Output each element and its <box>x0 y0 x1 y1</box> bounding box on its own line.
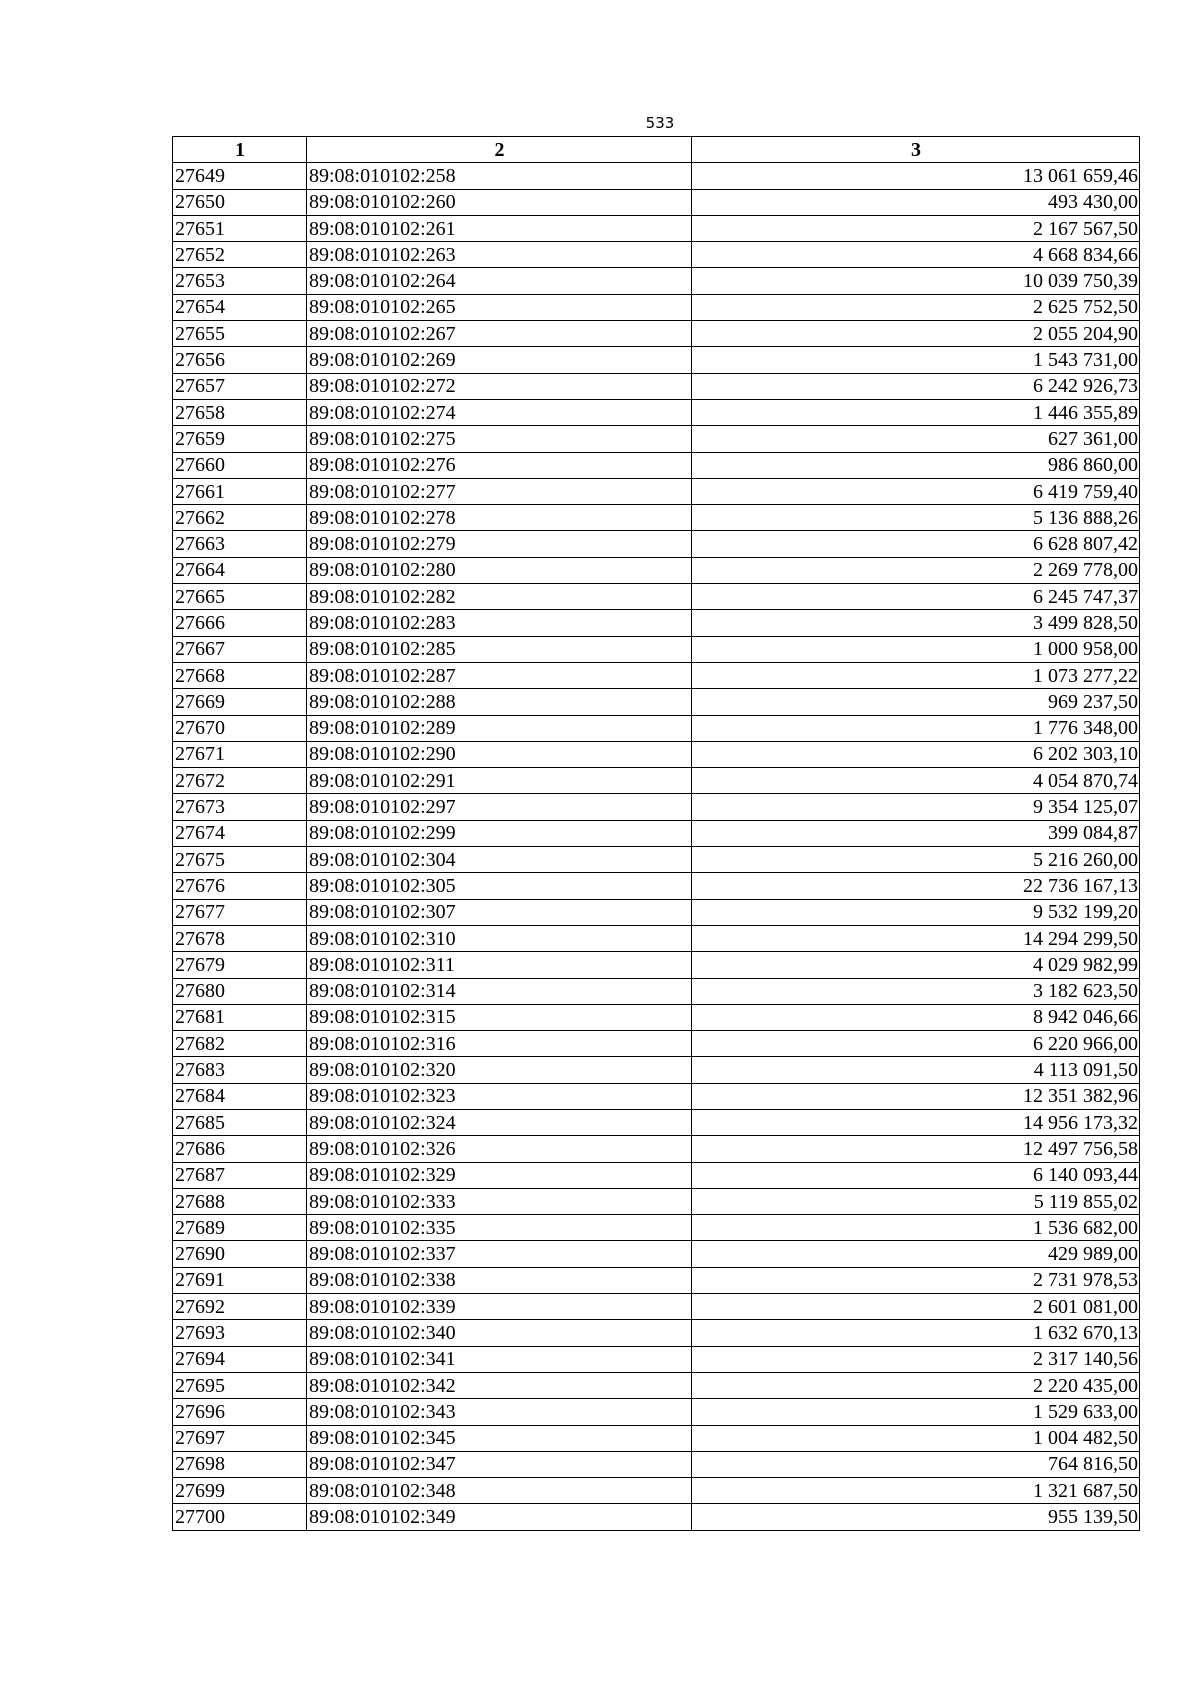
row-number-cell: 27690 <box>173 1241 307 1267</box>
table-row <box>173 715 1140 741</box>
cadastral-number-cell: 89:08:010102:316 <box>307 1031 692 1057</box>
table-row <box>173 531 1140 557</box>
cadastral-number-cell: 89:08:010102:288 <box>307 689 692 715</box>
row-number-cell: 27681 <box>173 1004 307 1030</box>
cadastral-value-cell: 4 029 982,99 <box>692 952 1140 978</box>
cadastral-number-cell: 89:08:010102:289 <box>307 715 692 741</box>
table-row <box>173 1083 1140 1109</box>
row-number-cell: 27697 <box>173 1425 307 1451</box>
cadastral-value-cell: 22 736 167,13 <box>692 873 1140 899</box>
cadastral-number-cell: 89:08:010102:274 <box>307 399 692 425</box>
cadastral-value-cell: 6 419 759,40 <box>692 478 1140 504</box>
cadastral-number-cell: 89:08:010102:276 <box>307 452 692 478</box>
cadastral-number-cell: 89:08:010102:343 <box>307 1399 692 1425</box>
cadastral-value-cell: 1 073 277,22 <box>692 662 1140 688</box>
cadastral-number-cell: 89:08:010102:339 <box>307 1294 692 1320</box>
table-row <box>173 505 1140 531</box>
cadastral-value-cell: 1 529 633,00 <box>692 1399 1140 1425</box>
row-number-cell: 27662 <box>173 505 307 531</box>
row-number-cell: 27659 <box>173 426 307 452</box>
cadastral-value-cell: 1 776 348,00 <box>692 715 1140 741</box>
column-header-3: 3 <box>692 137 1140 163</box>
cadastral-number-cell: 89:08:010102:265 <box>307 294 692 320</box>
table-row <box>173 636 1140 662</box>
cadastral-value-cell: 986 860,00 <box>692 452 1140 478</box>
cadastral-value-cell: 2 167 567,50 <box>692 215 1140 241</box>
table-row <box>173 1372 1140 1398</box>
cadastral-value-cell: 2 317 140,56 <box>692 1346 1140 1372</box>
page-number: 533 <box>645 114 675 132</box>
row-number-cell: 27652 <box>173 242 307 268</box>
table-body <box>173 163 1140 1530</box>
row-number-cell: 27671 <box>173 741 307 767</box>
table-row <box>173 1031 1140 1057</box>
row-number-cell: 27675 <box>173 847 307 873</box>
row-number-cell: 27687 <box>173 1162 307 1188</box>
table-row <box>173 1346 1140 1372</box>
cadastral-number-cell: 89:08:010102:304 <box>307 847 692 873</box>
table-row <box>173 478 1140 504</box>
table-row <box>173 584 1140 610</box>
table-row <box>173 373 1140 399</box>
table-row <box>173 741 1140 767</box>
cadastral-value-cell: 1 536 682,00 <box>692 1215 1140 1241</box>
cadastral-value-table <box>172 136 1140 1531</box>
cadastral-number-cell: 89:08:010102:287 <box>307 662 692 688</box>
cadastral-value-cell: 12 351 382,96 <box>692 1083 1140 1109</box>
table-row <box>173 1215 1140 1241</box>
cadastral-value-cell: 1 543 731,00 <box>692 347 1140 373</box>
cadastral-value-cell: 6 245 747,37 <box>692 584 1140 610</box>
cadastral-number-cell: 89:08:010102:338 <box>307 1267 692 1293</box>
row-number-cell: 27685 <box>173 1109 307 1135</box>
table-row <box>173 1425 1140 1451</box>
row-number-cell: 27694 <box>173 1346 307 1372</box>
row-number-cell: 27684 <box>173 1083 307 1109</box>
table-row <box>173 899 1140 925</box>
table-row <box>173 610 1140 636</box>
cadastral-value-cell: 6 242 926,73 <box>692 373 1140 399</box>
table-row <box>173 1057 1140 1083</box>
cadastral-value-cell: 6 140 093,44 <box>692 1162 1140 1188</box>
table-row <box>173 1320 1140 1346</box>
cadastral-number-cell: 89:08:010102:278 <box>307 505 692 531</box>
table-row <box>173 1004 1140 1030</box>
cadastral-value-cell: 4 054 870,74 <box>692 768 1140 794</box>
cadastral-value-cell: 6 220 966,00 <box>692 1031 1140 1057</box>
table-header-row <box>173 137 1140 163</box>
cadastral-number-cell: 89:08:010102:333 <box>307 1188 692 1214</box>
cadastral-value-cell: 2 601 081,00 <box>692 1294 1140 1320</box>
cadastral-number-cell: 89:08:010102:279 <box>307 531 692 557</box>
cadastral-number-cell: 89:08:010102:258 <box>307 163 692 189</box>
cadastral-value-cell: 9 354 125,07 <box>692 794 1140 820</box>
row-number-cell: 27665 <box>173 584 307 610</box>
row-number-cell: 27668 <box>173 662 307 688</box>
cadastral-value-cell: 4 113 091,50 <box>692 1057 1140 1083</box>
table-row <box>173 426 1140 452</box>
table-row <box>173 952 1140 978</box>
row-number-cell: 27689 <box>173 1215 307 1241</box>
cadastral-value-cell: 1 004 482,50 <box>692 1425 1140 1451</box>
table-row <box>173 768 1140 794</box>
cadastral-value-cell: 14 956 173,32 <box>692 1109 1140 1135</box>
cadastral-number-cell: 89:08:010102:291 <box>307 768 692 794</box>
cadastral-number-cell: 89:08:010102:307 <box>307 899 692 925</box>
cadastral-number-cell: 89:08:010102:261 <box>307 215 692 241</box>
cadastral-value-cell: 429 989,00 <box>692 1241 1140 1267</box>
table-row <box>173 1267 1140 1293</box>
cadastral-value-cell: 6 202 303,10 <box>692 741 1140 767</box>
table-row <box>173 873 1140 899</box>
cadastral-number-cell: 89:08:010102:264 <box>307 268 692 294</box>
cadastral-number-cell: 89:08:010102:272 <box>307 373 692 399</box>
row-number-cell: 27672 <box>173 768 307 794</box>
table-row <box>173 321 1140 347</box>
column-header-2: 2 <box>307 137 692 163</box>
cadastral-value-cell: 3 499 828,50 <box>692 610 1140 636</box>
cadastral-number-cell: 89:08:010102:337 <box>307 1241 692 1267</box>
cadastral-number-cell: 89:08:010102:335 <box>307 1215 692 1241</box>
cadastral-value-cell: 1 632 670,13 <box>692 1320 1140 1346</box>
cadastral-number-cell: 89:08:010102:314 <box>307 978 692 1004</box>
cadastral-number-cell: 89:08:010102:260 <box>307 189 692 215</box>
cadastral-number-cell: 89:08:010102:340 <box>307 1320 692 1346</box>
cadastral-number-cell: 89:08:010102:345 <box>307 1425 692 1451</box>
cadastral-number-cell: 89:08:010102:267 <box>307 321 692 347</box>
row-number-cell: 27682 <box>173 1031 307 1057</box>
cadastral-number-cell: 89:08:010102:280 <box>307 557 692 583</box>
cadastral-number-cell: 89:08:010102:310 <box>307 925 692 951</box>
row-number-cell: 27667 <box>173 636 307 662</box>
cadastral-value-cell: 955 139,50 <box>692 1504 1140 1530</box>
cadastral-value-cell: 2 731 978,53 <box>692 1267 1140 1293</box>
cadastral-number-cell: 89:08:010102:290 <box>307 741 692 767</box>
row-number-cell: 27680 <box>173 978 307 1004</box>
cadastral-value-cell: 13 061 659,46 <box>692 163 1140 189</box>
table-row <box>173 662 1140 688</box>
cadastral-number-cell: 89:08:010102:283 <box>307 610 692 636</box>
table-row <box>173 452 1140 478</box>
row-number-cell: 27651 <box>173 215 307 241</box>
cadastral-value-cell: 5 216 260,00 <box>692 847 1140 873</box>
row-number-cell: 27699 <box>173 1478 307 1504</box>
cadastral-value-cell: 969 237,50 <box>692 689 1140 715</box>
cadastral-number-cell: 89:08:010102:315 <box>307 1004 692 1030</box>
row-number-cell: 27660 <box>173 452 307 478</box>
table-row <box>173 1504 1140 1530</box>
cadastral-value-cell: 627 361,00 <box>692 426 1140 452</box>
table-row <box>173 820 1140 846</box>
table-row <box>173 163 1140 189</box>
cadastral-value-cell: 2 269 778,00 <box>692 557 1140 583</box>
table-row <box>173 1241 1140 1267</box>
row-number-cell: 27650 <box>173 189 307 215</box>
cadastral-number-cell: 89:08:010102:349 <box>307 1504 692 1530</box>
cadastral-number-cell: 89:08:010102:282 <box>307 584 692 610</box>
cadastral-value-cell: 6 628 807,42 <box>692 531 1140 557</box>
row-number-cell: 27658 <box>173 399 307 425</box>
cadastral-value-cell: 764 816,50 <box>692 1451 1140 1477</box>
row-number-cell: 27653 <box>173 268 307 294</box>
column-header-1: 1 <box>173 137 307 163</box>
cadastral-value-cell: 1 321 687,50 <box>692 1478 1140 1504</box>
table-row <box>173 689 1140 715</box>
row-number-cell: 27688 <box>173 1188 307 1214</box>
cadastral-number-cell: 89:08:010102:263 <box>307 242 692 268</box>
cadastral-value-cell: 5 136 888,26 <box>692 505 1140 531</box>
row-number-cell: 27677 <box>173 899 307 925</box>
cadastral-number-cell: 89:08:010102:277 <box>307 478 692 504</box>
table-row <box>173 215 1140 241</box>
row-number-cell: 27669 <box>173 689 307 715</box>
row-number-cell: 27676 <box>173 873 307 899</box>
table-row <box>173 1451 1140 1477</box>
row-number-cell: 27649 <box>173 163 307 189</box>
cadastral-value-cell: 2 220 435,00 <box>692 1372 1140 1398</box>
cadastral-number-cell: 89:08:010102:323 <box>307 1083 692 1109</box>
cadastral-value-cell: 5 119 855,02 <box>692 1188 1140 1214</box>
cadastral-value-cell: 8 942 046,66 <box>692 1004 1140 1030</box>
table-row <box>173 1109 1140 1135</box>
table-row <box>173 347 1140 373</box>
cadastral-number-cell: 89:08:010102:347 <box>307 1451 692 1477</box>
cadastral-number-cell: 89:08:010102:297 <box>307 794 692 820</box>
cadastral-value-cell: 2 055 204,90 <box>692 321 1140 347</box>
cadastral-number-cell: 89:08:010102:269 <box>307 347 692 373</box>
cadastral-value-cell: 12 497 756,58 <box>692 1136 1140 1162</box>
table-row <box>173 1162 1140 1188</box>
row-number-cell: 27655 <box>173 321 307 347</box>
table-row <box>173 1399 1140 1425</box>
row-number-cell: 27664 <box>173 557 307 583</box>
row-number-cell: 27679 <box>173 952 307 978</box>
row-number-cell: 27654 <box>173 294 307 320</box>
cadastral-value-cell: 2 625 752,50 <box>692 294 1140 320</box>
cadastral-value-cell: 10 039 750,39 <box>692 268 1140 294</box>
cadastral-number-cell: 89:08:010102:305 <box>307 873 692 899</box>
table-row <box>173 1188 1140 1214</box>
row-number-cell: 27666 <box>173 610 307 636</box>
cadastral-value-cell: 14 294 299,50 <box>692 925 1140 951</box>
row-number-cell: 27656 <box>173 347 307 373</box>
row-number-cell: 27661 <box>173 478 307 504</box>
cadastral-number-cell: 89:08:010102:320 <box>307 1057 692 1083</box>
table-row <box>173 794 1140 820</box>
cadastral-value-cell: 4 668 834,66 <box>692 242 1140 268</box>
table-row <box>173 268 1140 294</box>
row-number-cell: 27674 <box>173 820 307 846</box>
row-number-cell: 27693 <box>173 1320 307 1346</box>
cadastral-number-cell: 89:08:010102:299 <box>307 820 692 846</box>
row-number-cell: 27686 <box>173 1136 307 1162</box>
cadastral-value-cell: 9 532 199,20 <box>692 899 1140 925</box>
row-number-cell: 27673 <box>173 794 307 820</box>
table-row <box>173 978 1140 1004</box>
cadastral-number-cell: 89:08:010102:326 <box>307 1136 692 1162</box>
cadastral-number-cell: 89:08:010102:342 <box>307 1372 692 1398</box>
cadastral-value-cell: 1 000 958,00 <box>692 636 1140 662</box>
table-row <box>173 242 1140 268</box>
row-number-cell: 27663 <box>173 531 307 557</box>
row-number-cell: 27692 <box>173 1294 307 1320</box>
cadastral-number-cell: 89:08:010102:341 <box>307 1346 692 1372</box>
cadastral-number-cell: 89:08:010102:329 <box>307 1162 692 1188</box>
table-row <box>173 399 1140 425</box>
cadastral-value-cell: 3 182 623,50 <box>692 978 1140 1004</box>
cadastral-value-cell: 399 084,87 <box>692 820 1140 846</box>
row-number-cell: 27670 <box>173 715 307 741</box>
cadastral-number-cell: 89:08:010102:348 <box>307 1478 692 1504</box>
row-number-cell: 27695 <box>173 1372 307 1398</box>
table-row <box>173 557 1140 583</box>
cadastral-value-cell: 1 446 355,89 <box>692 399 1140 425</box>
cadastral-number-cell: 89:08:010102:324 <box>307 1109 692 1135</box>
cadastral-number-cell: 89:08:010102:311 <box>307 952 692 978</box>
cadastral-number-cell: 89:08:010102:275 <box>307 426 692 452</box>
table-row <box>173 925 1140 951</box>
table-row <box>173 294 1140 320</box>
row-number-cell: 27683 <box>173 1057 307 1083</box>
table-row <box>173 189 1140 215</box>
row-number-cell: 27698 <box>173 1451 307 1477</box>
row-number-cell: 27700 <box>173 1504 307 1530</box>
table-row <box>173 847 1140 873</box>
row-number-cell: 27678 <box>173 925 307 951</box>
table-row <box>173 1478 1140 1504</box>
table-row <box>173 1294 1140 1320</box>
row-number-cell: 27696 <box>173 1399 307 1425</box>
cadastral-value-cell: 493 430,00 <box>692 189 1140 215</box>
row-number-cell: 27657 <box>173 373 307 399</box>
cadastral-number-cell: 89:08:010102:285 <box>307 636 692 662</box>
table-row <box>173 1136 1140 1162</box>
row-number-cell: 27691 <box>173 1267 307 1293</box>
